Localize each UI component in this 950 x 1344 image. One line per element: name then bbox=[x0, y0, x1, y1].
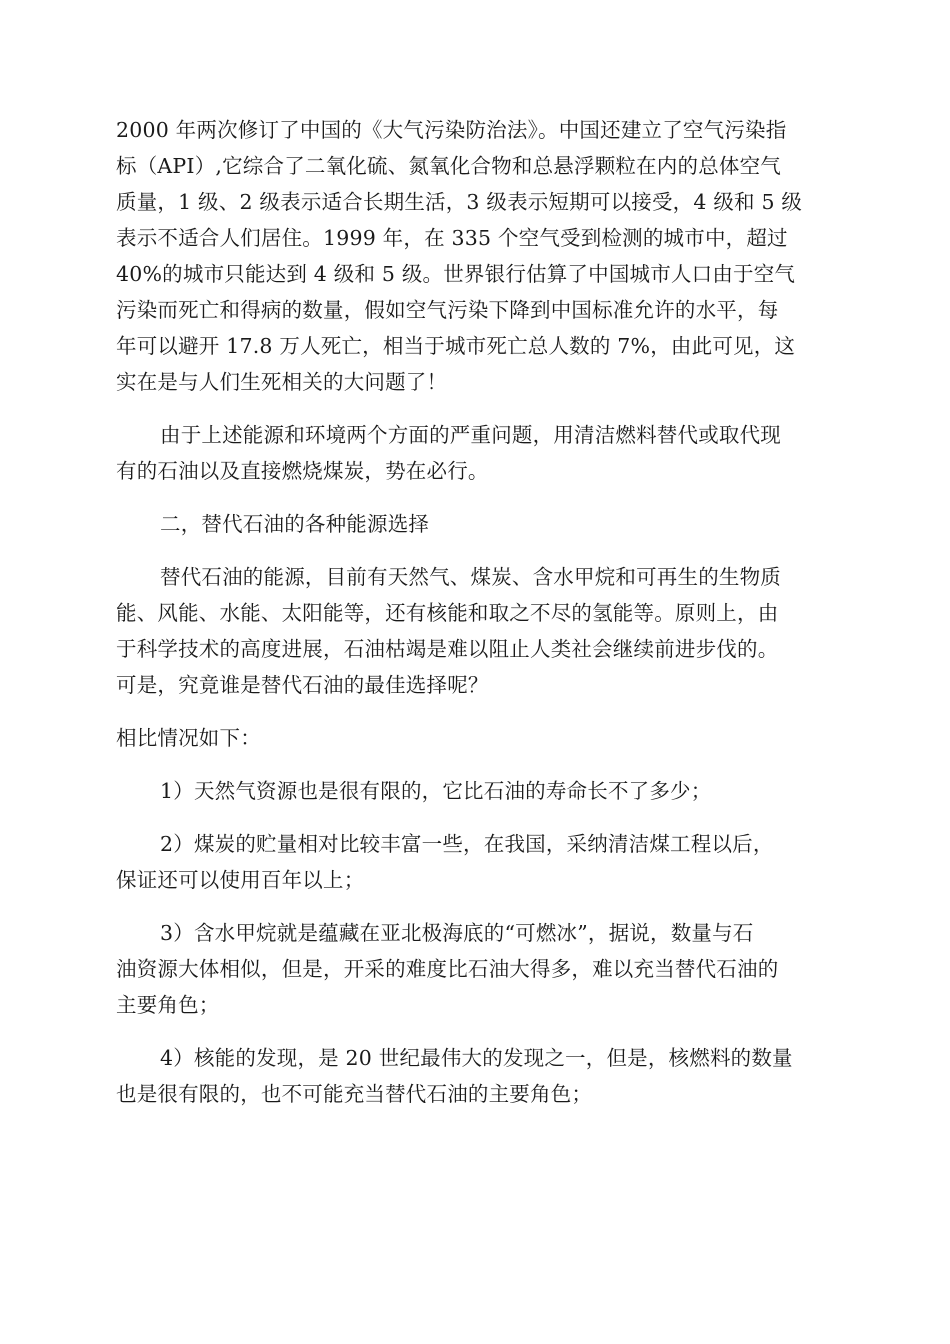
text-line: 于科学技术的高度进展，石油枯竭是难以阻止人类社会继续前进步伐的。 bbox=[116, 637, 779, 661]
paragraph-air-pollution bbox=[116, 112, 834, 400]
text-line: 4）核能的发现，是 20 世纪最伟大的发现之一，但是，核燃料的数量 bbox=[160, 1046, 793, 1070]
text-line: 表示不适合人们居住。1999 年，在 335 个空气受到检测的城市中，超过 bbox=[116, 226, 788, 250]
text-line: 2000 年两次修订了中国的《大气污染防治法》。中国还建立了空气污染指 bbox=[116, 118, 787, 142]
text-line: 标（API）,它综合了二氧化硫、氮氧化合物和总悬浮颗粒在内的总体空气 bbox=[116, 154, 782, 178]
text-line: 保证还可以使用百年以上； bbox=[116, 868, 365, 892]
paragraph-alternatives bbox=[116, 559, 834, 703]
list-item-nuclear bbox=[116, 1040, 834, 1112]
text-line: 年可以避开 17.8 万人死亡，相当于城市死亡总人数的 7%，由此可见，这 bbox=[116, 334, 796, 358]
text-line: 也是很有限的，也不可能充当替代石油的主要角色； bbox=[116, 1082, 593, 1106]
list-item-coal bbox=[116, 826, 834, 898]
paragraph-comparison-intro bbox=[116, 720, 834, 756]
list-item-natural-gas bbox=[116, 773, 834, 809]
list-item-methane-hydrate bbox=[116, 915, 834, 1023]
text-line: 能、风能、水能、太阳能等，还有核能和取之不尽的氢能等。原则上，由 bbox=[116, 601, 779, 625]
text-line: 主要角色； bbox=[116, 993, 220, 1017]
paragraph-conclusion bbox=[116, 417, 834, 489]
text-line: 由于上述能源和环境两个方面的严重问题，用清洁燃料替代或取代现 bbox=[160, 423, 781, 447]
text-line: 3）含水甲烷就是蕴藏在亚北极海底的“可燃冰”，据说，数量与石 bbox=[160, 921, 754, 945]
text-line: 污染而死亡和得病的数量，假如空气污染下降到中国标准允许的水平，每 bbox=[116, 298, 779, 322]
text-line: 相比情况如下： bbox=[116, 726, 261, 750]
text-line: 可是，究竟谁是替代石油的最佳选择呢？ bbox=[116, 673, 489, 697]
text-line: 油资源大体相似，但是，开采的难度比石油大得多，难以充当替代石油的 bbox=[116, 957, 779, 981]
section-heading bbox=[116, 506, 834, 542]
document-page bbox=[116, 112, 834, 1129]
text-line: 2）煤炭的贮量相对比较丰富一些，在我国，采纳清洁煤工程以后， bbox=[160, 832, 774, 856]
text-line: 替代石油的能源，目前有天然气、煤炭、含水甲烷和可再生的生物质 bbox=[160, 565, 781, 589]
text-line: 1）天然气资源也是很有限的，它比石油的寿命长不了多少； bbox=[160, 779, 712, 803]
text-line: 实在是与人们生死相关的大问题了！ bbox=[116, 370, 448, 394]
text-line: 有的石油以及直接燃烧煤炭，势在必行。 bbox=[116, 459, 489, 483]
text-line: 40%的城市只能达到 4 级和 5 级。世界银行估算了中国城市人口由于空气 bbox=[116, 262, 796, 286]
text-line: 二，替代石油的各种能源选择 bbox=[160, 512, 430, 536]
text-line: 质量，1 级、2 级表示适合长期生活，3 级表示短期可以接受，4 级和 5 级 bbox=[116, 190, 803, 214]
